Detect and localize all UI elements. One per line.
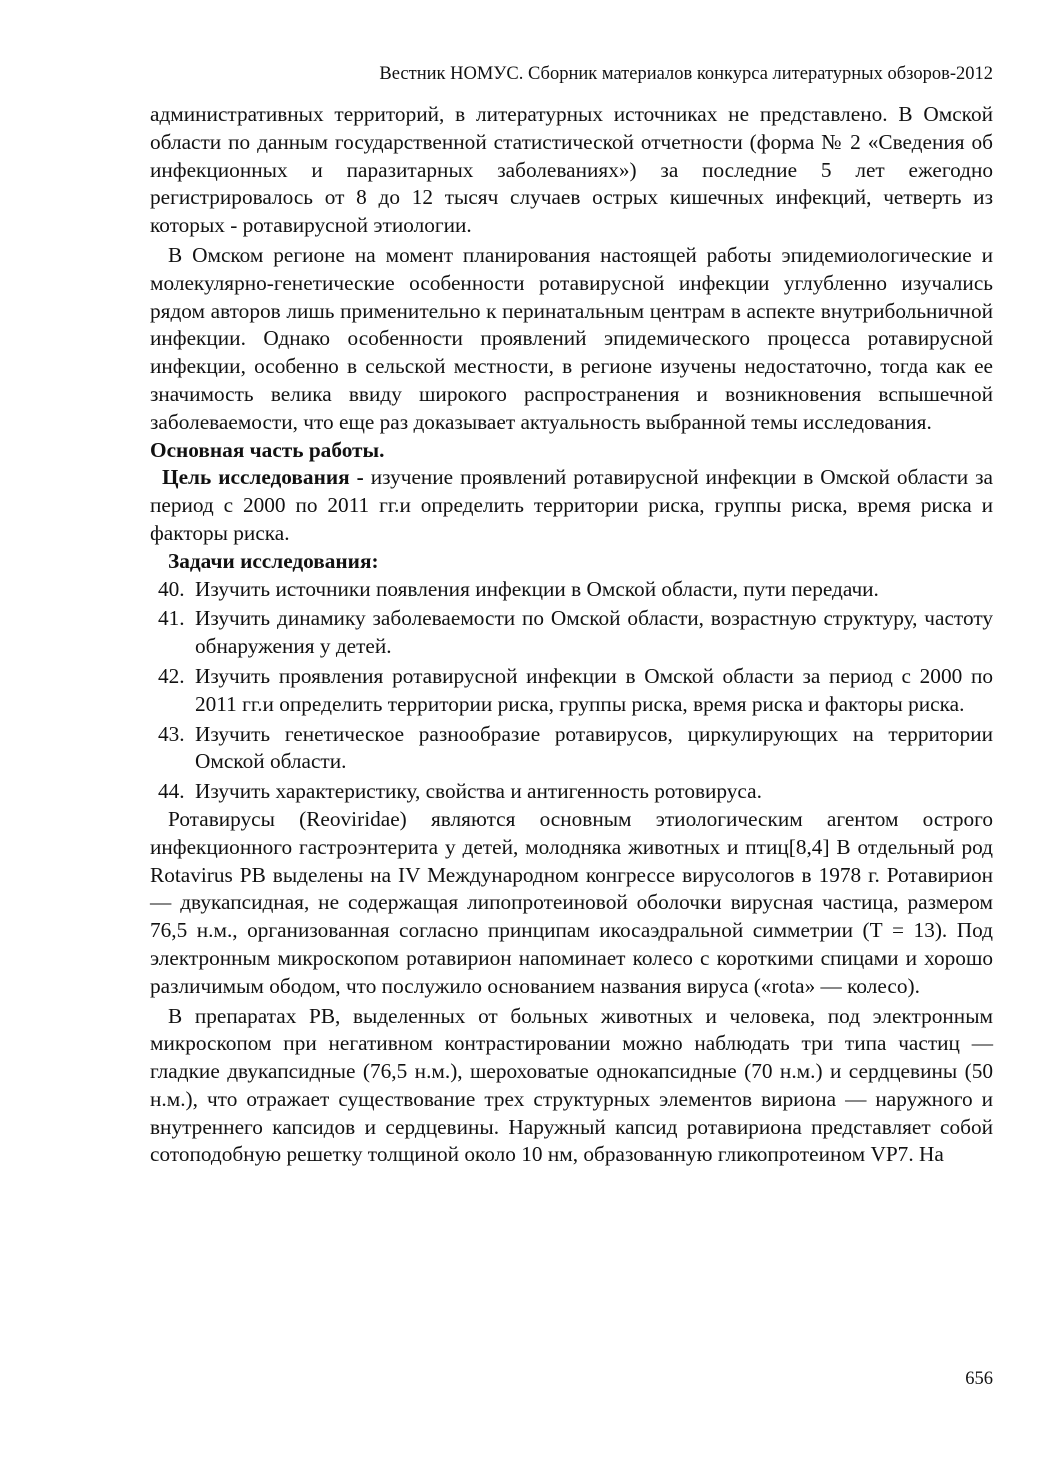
goal-label: Цель исследования -: [162, 465, 364, 490]
paragraph-intro-continued: административных территорий, в литературных источниках не представлено. В Омской области по данным государственной статистической отчетности (форма № 2 «Сведения об инфекционных и паразитарных заболеваниях») за последние 5 лет ежегодно регистрировалось от 8 до 12 тысяч случаев острых кишечных инфекций, четверть из которых - ротавирусной этиологии.: [150, 102, 993, 238]
paragraph-preparations: В препаратах РВ, выделенных от больных животных и человека, под электронным микроскопом при негативном контрастировании можно наблюдать три типа частиц — гладкие двукапсидные (76,5 н.м.), шероховатые однокапсидные (70 н.м.) и сердцевины (50 н.м.), что отражает существование трех структурных элементов вириона — наружного и внутреннего капсидов и сердцевины. Наружный капсид ротавириона представляет собой сотоподобную решетку толщиной около 10 нм, образованную гликопротеином VP7. На: [150, 1003, 993, 1167]
list-item: [150, 605, 993, 661]
list-item-number: 40.: [158, 576, 185, 601]
list-item-number: 42.: [158, 663, 185, 688]
list-item: [150, 576, 993, 604]
list-item-text: Изучить характеристику, свойства и антигенность ротовируса.: [195, 779, 762, 804]
paragraph-rotaviruses: Ротавирусы (Reoviridae) являются основным этиологическим агентом острого инфекционного гастроэнтерита у детей, молодняка животных и птиц[8,4] В отдельный род Rotavirus РВ выделены на IV Международном конгрессе вирусологов в 1978 г. Ротавирион — двукапсидная, не содержащая липопротеиновой оболочки вирусная частица, размером 76,5 н.м., организованная согласно принципам икосаэдральной симметрии (Т = 13). Под электронным микроскопом ротавирион напоминает колесо с короткими спицами и хорошо различимым ободом, что послужило основанием названия вируса («rota» — колесо).: [150, 806, 993, 998]
list-item-text: Изучить генетическое разнообразие ротавирусов, циркулирующих на территории Омской области.: [195, 721, 993, 774]
goal-text: изучение проявлений ротавирусной инфекции в Омской области за период с 2000 по 2011 гг.и определить территории риска, группы риска, время риска и факторы риска.: [150, 465, 993, 545]
tasks-heading: Задачи исследования:: [168, 548, 379, 573]
list-item-number: 44.: [158, 779, 185, 804]
list-item: [150, 778, 993, 806]
page-number: 656: [965, 1369, 993, 1389]
running-header: Вестник НОМУС. Сборник материалов конкурса литературных обзоров-2012: [379, 64, 993, 84]
list-item-text: Изучить динамику заболеваемости по Омской области, возрастную структуру, частоту обнаружения у детей.: [195, 606, 993, 659]
list-item: [150, 663, 993, 719]
list-item-text: Изучить источники появления инфекции в Омской области, пути передачи.: [195, 576, 879, 601]
list-item-number: 41.: [158, 606, 185, 631]
paragraph-research-goal: [150, 464, 993, 547]
tasks-list: [150, 576, 993, 806]
list-item-text: Изучить проявления ротавирусной инфекции в Омской области за период с 2000 по 2011 гг.и определить территории риска, группы риска, время риска и факторы риска.: [195, 663, 993, 716]
paragraph-omsk-region: В Омском регионе на момент планирования настоящей работы эпидемиологические и молекулярно-генетические особенности ротавирусной инфекции углубленно изучались рядом авторов лишь применительно к перинатальным центрам в аспекте внутрибольничной инфекции. Однако особенности проявлений эпидемического процесса ротавирусной инфекции, особенно в сельской местности, в регионе изучены недостаточно, тогда как ее значимость велика ввиду широкого распространения и возникновения вспышечной заболеваемости, что еще раз доказывает актуальность выбранной темы исследования.: [150, 242, 993, 434]
list-item-number: 43.: [158, 721, 185, 746]
page-body: [150, 101, 993, 1169]
section-heading-main: Основная часть работы.: [150, 437, 385, 462]
list-item: [150, 721, 993, 777]
